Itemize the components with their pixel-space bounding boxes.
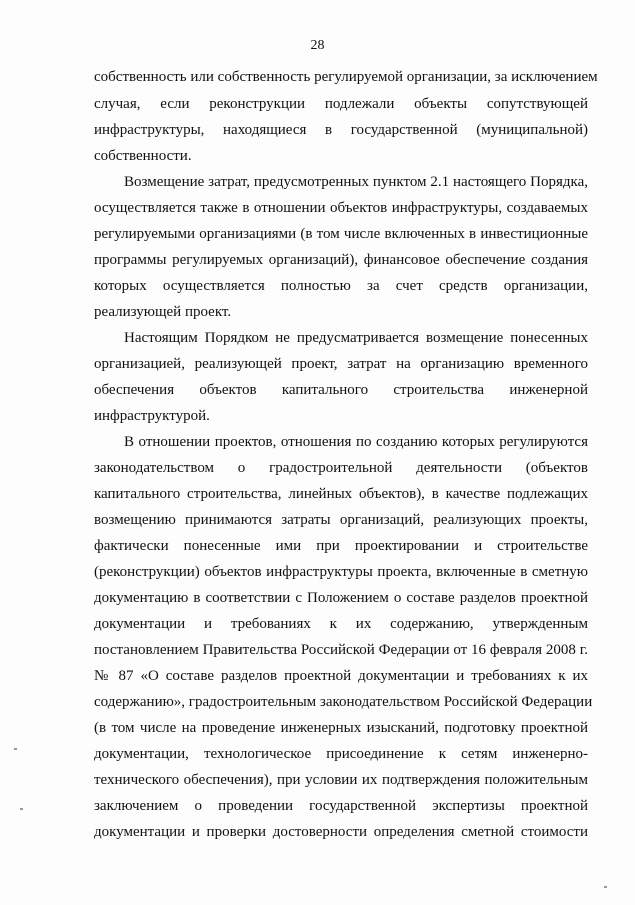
text-line: собственность или собственность регулируемой организации, за исключением <box>94 69 598 85</box>
text-line: содержанию», градостроительным законодательством Российской Федерации <box>94 694 593 710</box>
text-line: программы регулируемых организаций), финансовое обеспечение создания <box>94 252 588 268</box>
text-line: заключением о проведении государственной экспертизы проектной <box>94 798 588 814</box>
text-line: технического обеспечения), при условии их подтверждения положительным <box>94 772 588 788</box>
text-line: документации, технологическое присоединение к сетям инженерно- <box>94 746 588 762</box>
text-line: документации и требованиях к их содержанию, утвержденным <box>94 616 588 632</box>
text-line: фактически понесенные ими при проектировании и строительстве <box>94 538 588 554</box>
text-line: законодательством о градостроительной деятельности (объектов <box>94 460 588 476</box>
scan-mark <box>14 748 17 750</box>
scan-mark <box>604 886 607 888</box>
text-line: обеспечения объектов капитального строительства инженерной <box>94 382 588 398</box>
text-line: (реконструкции) объектов инфраструктуры проекта, включенные в сметную <box>94 564 588 580</box>
text-line: инфраструктурой. <box>94 408 210 424</box>
text-line: постановлением Правительства Российской Федерации от 16 февраля 2008 г. <box>94 642 588 658</box>
text-line: случая, если реконструкции подлежали объекты сопутствующей <box>94 96 588 112</box>
text-line: № 87 «О составе разделов проектной документации и требованиях к их <box>94 668 588 684</box>
text-line: документацию в соответствии с Положением о составе разделов проектной <box>94 590 588 606</box>
scan-mark <box>20 808 23 810</box>
paragraph-first-line: Настоящим Порядком не предусматривается возмещение понесенных <box>124 330 588 346</box>
paragraph-first-line: Возмещение затрат, предусмотренных пунктом 2.1 настоящего Порядка, <box>124 174 588 190</box>
text-line: инфраструктуры, находящиеся в государственной (муниципальной) <box>94 122 588 138</box>
text-line: осуществляется также в отношении объектов инфраструктуры, создаваемых <box>94 200 588 216</box>
text-line: (в том числе на проведение инженерных изысканий, подготовку проектной <box>94 720 588 736</box>
text-line: которых осуществляется полностью за счет средств организации, <box>94 278 588 294</box>
paragraph-first-line: В отношении проектов, отношения по созданию которых регулируются <box>124 434 588 450</box>
text-line: регулируемыми организациями (в том числе включенных в инвестиционные <box>94 226 588 242</box>
text-line: организацией, реализующей проект, затрат на организацию временного <box>94 356 588 372</box>
text-line: возмещению принимаются затраты организаций, реализующих проекты, <box>94 512 588 528</box>
text-line: капитального строительства, линейных объектов), в качестве подлежащих <box>94 486 588 502</box>
page-number: 28 <box>310 38 325 53</box>
text-line: реализующей проект. <box>94 304 232 320</box>
text-line: документации и проверки достоверности определения сметной стоимости <box>94 824 588 840</box>
text-line: собственности. <box>94 148 192 164</box>
